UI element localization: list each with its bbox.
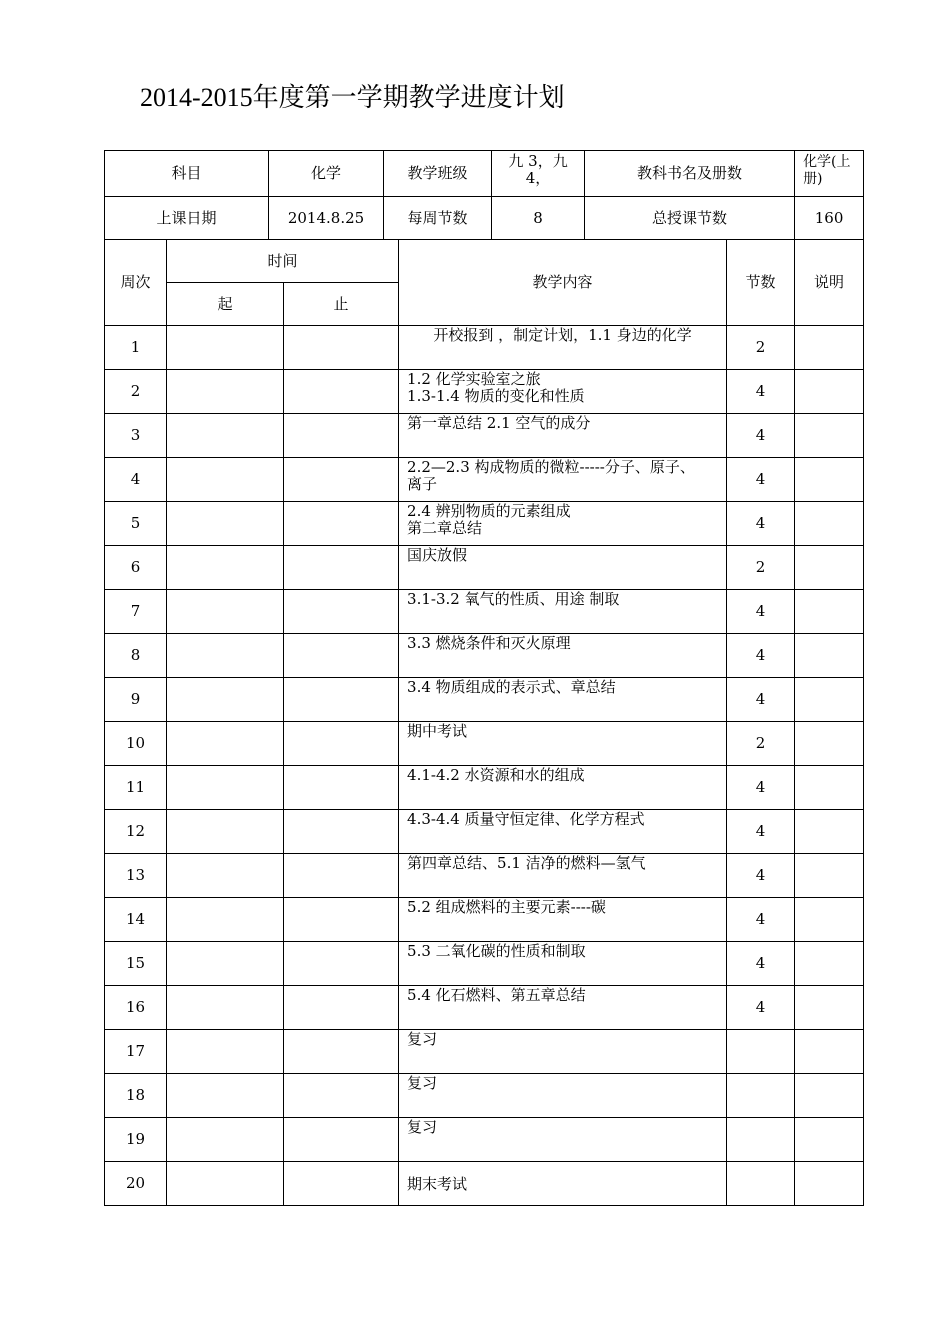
info-row-2 <box>105 197 864 240</box>
week-number: 10 <box>105 722 167 766</box>
book-value <box>795 151 864 197</box>
table-row <box>105 722 864 766</box>
start-date-cell <box>167 546 284 590</box>
start-date-value: 2014.8.25 <box>269 197 384 240</box>
table-row <box>105 458 864 502</box>
end-date-cell <box>284 1030 399 1074</box>
end-date-cell <box>284 1162 399 1206</box>
content-cell <box>399 458 727 502</box>
periods-cell: 4 <box>727 810 795 854</box>
start-date-cell <box>167 986 284 1030</box>
periods-cell: 4 <box>727 986 795 1030</box>
week-number: 11 <box>105 766 167 810</box>
content-line: 第四章总结、5.1 洁净的燃料—氢气 <box>407 854 646 872</box>
periods-cell <box>727 1162 795 1206</box>
end-date-cell <box>284 678 399 722</box>
week-number: 18 <box>105 1074 167 1118</box>
start-date-label: 上课日期 <box>105 197 269 240</box>
book-value-line2: 册) <box>803 171 823 187</box>
periods-cell: 4 <box>727 502 795 546</box>
content-cell <box>399 898 727 942</box>
end-date-cell <box>284 590 399 634</box>
periods-cell <box>727 1030 795 1074</box>
content-line: 3.4 物质组成的表示式、章总结 <box>407 678 616 696</box>
notes-cell <box>795 1074 864 1118</box>
notes-cell <box>795 546 864 590</box>
end-header: 止 <box>284 283 399 326</box>
notes-cell <box>795 986 864 1030</box>
class-value <box>492 151 585 197</box>
class-label: 教学班级 <box>384 151 492 197</box>
table-row <box>105 326 864 370</box>
table-row <box>105 370 864 414</box>
content-line: 4.3-4.4 质量守恒定律、化学方程式 <box>407 810 645 828</box>
week-number: 7 <box>105 590 167 634</box>
end-date-cell <box>284 1074 399 1118</box>
content-cell <box>399 766 727 810</box>
start-date-cell <box>167 502 284 546</box>
periods-header: 节数 <box>727 240 795 326</box>
end-date-cell <box>284 458 399 502</box>
end-date-cell <box>284 854 399 898</box>
periods-cell: 4 <box>727 678 795 722</box>
weekly-periods-label: 每周节数 <box>384 197 492 240</box>
weekly-periods-value: 8 <box>492 197 585 240</box>
periods-cell: 2 <box>727 326 795 370</box>
notes-cell <box>795 898 864 942</box>
start-date-cell <box>167 370 284 414</box>
content-line: 4.1-4.2 水资源和水的组成 <box>407 766 585 784</box>
week-number: 17 <box>105 1030 167 1074</box>
table-row <box>105 1030 864 1074</box>
end-date-cell <box>284 326 399 370</box>
end-date-cell <box>284 414 399 458</box>
notes-cell <box>795 810 864 854</box>
subject-label: 科目 <box>105 151 269 197</box>
header-row-1 <box>105 240 864 283</box>
content-line: 复习 <box>407 1118 438 1136</box>
week-number: 12 <box>105 810 167 854</box>
periods-cell: 4 <box>727 414 795 458</box>
week-number: 19 <box>105 1118 167 1162</box>
content-line: 复习 <box>407 1030 438 1048</box>
table-row <box>105 898 864 942</box>
notes-cell <box>795 1118 864 1162</box>
start-date-cell <box>167 678 284 722</box>
table-row <box>105 766 864 810</box>
content-line: 开校报到 ，制定计划，1.1 身边的化学 <box>433 326 692 344</box>
notes-cell <box>795 1162 864 1206</box>
notes-cell <box>795 370 864 414</box>
start-date-cell <box>167 414 284 458</box>
content-line: 国庆放假 <box>407 546 468 564</box>
periods-cell: 4 <box>727 766 795 810</box>
class-value-line1: 九 3，九 <box>508 152 568 170</box>
start-date-cell <box>167 898 284 942</box>
start-date-cell <box>167 810 284 854</box>
periods-cell: 4 <box>727 898 795 942</box>
content-line: 3.3 燃烧条件和灭火原理 <box>407 634 571 652</box>
start-date-cell <box>167 458 284 502</box>
notes-cell <box>795 678 864 722</box>
periods-cell: 4 <box>727 942 795 986</box>
page-title: 2014-2015年度第一学期教学进度计划 <box>140 83 565 112</box>
end-date-cell <box>284 942 399 986</box>
week-number: 6 <box>105 546 167 590</box>
start-date-cell <box>167 942 284 986</box>
start-date-cell <box>167 590 284 634</box>
start-date-cell <box>167 854 284 898</box>
book-label: 教科书名及册数 <box>585 151 795 197</box>
start-date-cell <box>167 326 284 370</box>
periods-cell: 4 <box>727 590 795 634</box>
content-line: 离子 <box>407 475 438 493</box>
start-date-cell <box>167 1162 284 1206</box>
periods-cell: 4 <box>727 634 795 678</box>
periods-cell: 4 <box>727 458 795 502</box>
content-cell <box>399 854 727 898</box>
week-number: 8 <box>105 634 167 678</box>
schedule-table <box>104 150 864 1206</box>
content-line: 2.4 辨别物质的元素组成 <box>407 502 571 520</box>
content-line: 1.3-1.4 物质的变化和性质 <box>407 387 585 405</box>
content-line: 复习 <box>407 1074 438 1092</box>
info-row-1 <box>105 151 864 197</box>
notes-cell <box>795 942 864 986</box>
end-date-cell <box>284 766 399 810</box>
periods-cell <box>727 1074 795 1118</box>
notes-cell <box>795 414 864 458</box>
content-cell <box>399 370 727 414</box>
periods-cell: 2 <box>727 546 795 590</box>
end-date-cell <box>284 1118 399 1162</box>
week-number: 14 <box>105 898 167 942</box>
periods-cell <box>727 1118 795 1162</box>
table-row <box>105 502 864 546</box>
week-number: 16 <box>105 986 167 1030</box>
content-cell <box>399 546 727 590</box>
table-row <box>105 414 864 458</box>
periods-cell: 4 <box>727 370 795 414</box>
notes-cell <box>795 590 864 634</box>
table-row <box>105 854 864 898</box>
content-cell <box>399 1074 727 1118</box>
week-number: 13 <box>105 854 167 898</box>
start-date-cell <box>167 766 284 810</box>
table-row <box>105 546 864 590</box>
start-date-cell <box>167 1118 284 1162</box>
table-row <box>105 1162 864 1206</box>
content-line: 1.2 化学实验室之旅 <box>407 370 541 388</box>
week-number: 3 <box>105 414 167 458</box>
content-cell <box>399 590 727 634</box>
week-number: 5 <box>105 502 167 546</box>
start-date-cell <box>167 1074 284 1118</box>
total-periods-value: 160 <box>795 197 864 240</box>
content-cell <box>399 810 727 854</box>
start-date-cell <box>167 722 284 766</box>
end-date-cell <box>284 546 399 590</box>
class-value-line2: 4， <box>525 169 551 187</box>
week-number: 1 <box>105 326 167 370</box>
table-row <box>105 810 864 854</box>
content-cell <box>399 1118 727 1162</box>
end-date-cell <box>284 986 399 1030</box>
content-line: 第二章总结 <box>407 519 483 537</box>
content-cell <box>399 942 727 986</box>
end-date-cell <box>284 810 399 854</box>
week-number: 9 <box>105 678 167 722</box>
week-number: 2 <box>105 370 167 414</box>
end-date-cell <box>284 502 399 546</box>
notes-cell <box>795 458 864 502</box>
end-date-cell <box>284 722 399 766</box>
periods-cell: 2 <box>727 722 795 766</box>
content-line: 5.3 二氧化碳的性质和制取 <box>407 942 586 960</box>
table-row <box>105 678 864 722</box>
content-cell <box>399 502 727 546</box>
content-cell <box>399 634 727 678</box>
notes-cell <box>795 766 864 810</box>
start-date-cell <box>167 1030 284 1074</box>
content-cell <box>399 1162 727 1206</box>
content-header: 教学内容 <box>399 240 727 326</box>
content-line: 第一章总结 2.1 空气的成分 <box>407 414 591 432</box>
end-date-cell <box>284 634 399 678</box>
content-cell <box>399 986 727 1030</box>
notes-cell <box>795 634 864 678</box>
start-date-cell <box>167 634 284 678</box>
table-row <box>105 590 864 634</box>
content-line: 5.4 化石燃料、第五章总结 <box>407 986 586 1004</box>
table-row <box>105 1118 864 1162</box>
table-row <box>105 986 864 1030</box>
notes-header: 说明 <box>795 240 864 326</box>
content-cell <box>399 326 727 370</box>
notes-cell <box>795 854 864 898</box>
table-row <box>105 942 864 986</box>
week-number: 4 <box>105 458 167 502</box>
periods-cell: 4 <box>727 854 795 898</box>
content-line: 期末考试 <box>407 1174 468 1193</box>
content-cell <box>399 1030 727 1074</box>
end-date-cell <box>284 370 399 414</box>
notes-cell <box>795 326 864 370</box>
week-number: 15 <box>105 942 167 986</box>
content-cell <box>399 414 727 458</box>
content-line: 3.1-3.2 氧气的性质、用途 制取 <box>407 590 620 608</box>
total-periods-label: 总授课节数 <box>585 197 795 240</box>
content-line: 期中考试 <box>407 722 468 740</box>
notes-cell <box>795 502 864 546</box>
notes-cell <box>795 1030 864 1074</box>
week-number: 20 <box>105 1162 167 1206</box>
time-header: 时间 <box>167 240 399 283</box>
content-line: 5.2 组成燃料的主要元素----碳 <box>407 898 606 916</box>
table-row <box>105 634 864 678</box>
subject-value: 化学 <box>269 151 384 197</box>
week-header: 周次 <box>105 240 167 326</box>
content-cell <box>399 678 727 722</box>
start-header: 起 <box>167 283 284 326</box>
content-line: 2.2—2.3 构成物质的微粒-----分子、原子、 <box>407 458 695 476</box>
table-row <box>105 1074 864 1118</box>
end-date-cell <box>284 898 399 942</box>
notes-cell <box>795 722 864 766</box>
content-cell <box>399 722 727 766</box>
book-value-line1: 化学(上 <box>803 154 851 170</box>
